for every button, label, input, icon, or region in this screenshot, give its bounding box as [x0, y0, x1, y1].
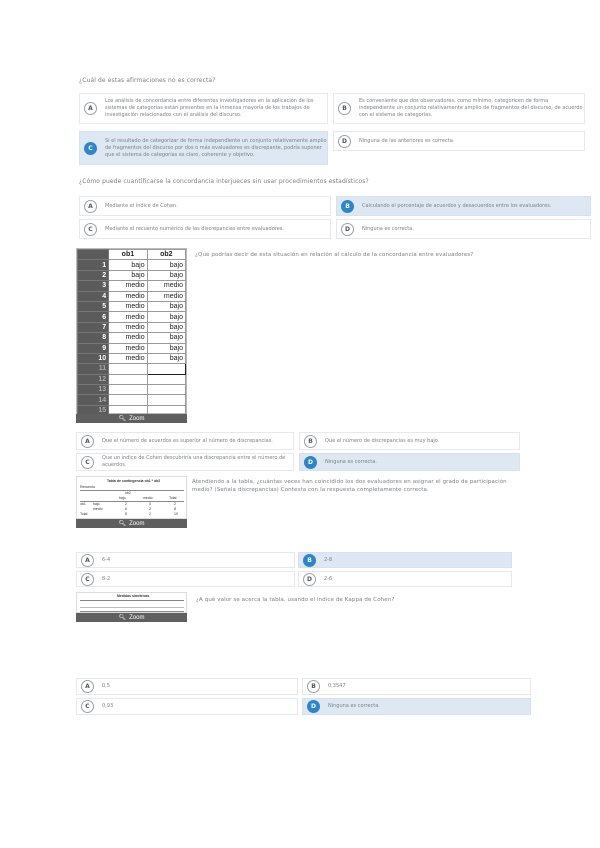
q5-zoom-label: Zoom — [129, 614, 145, 621]
q2-option-a-text: Mediante el índice de Cohen. — [105, 202, 178, 209]
cell: 2 — [125, 502, 127, 506]
table-row — [78, 353, 186, 363]
table-rule — [80, 600, 184, 601]
row-number: 3 — [78, 281, 109, 291]
q5-option-b[interactable] — [302, 678, 531, 695]
row-label: ob1 — [80, 502, 86, 506]
cell-ob1: medio — [109, 333, 147, 343]
cell-ob1: medio — [109, 312, 147, 322]
q4-option-b[interactable] — [298, 552, 512, 568]
q2-option-a[interactable] — [79, 196, 331, 216]
q3-option-a-badge: A — [81, 435, 94, 448]
cell-ob1: medio — [109, 353, 147, 363]
row-number: 12 — [78, 374, 109, 384]
q5-option-c-badge: C — [81, 700, 94, 713]
q5-option-d-badge: D — [307, 700, 320, 713]
table-rule — [80, 611, 184, 612]
q3-zoom-button[interactable] — [76, 414, 187, 423]
q3-option-a[interactable] — [76, 432, 294, 450]
q5-zoom-button[interactable] — [76, 613, 187, 622]
q4-question: Atendiendo a la tabla, ¿cuántas veces han coincidido los dos evaluadores en asignar el grado de participación medio? (Señala discrepancias) Contesta con la respuesta completamente correcta. — [192, 479, 507, 493]
zoom-icon: 🔍︎ — [118, 416, 127, 422]
table-row — [78, 260, 186, 270]
cell-ob1: medio — [109, 343, 147, 353]
table-row — [78, 374, 186, 384]
cell-ob1: medio — [109, 322, 147, 332]
q4-option-c-badge: C — [81, 573, 94, 586]
spreadsheet — [76, 248, 187, 414]
table-row — [78, 312, 186, 322]
contingency-sub: Recuento — [80, 485, 95, 489]
q1-option-b-text: Es conveniente que dos observadores, como mínimo, categoricen de forma independiente un conjunto relativamente amplio de fragmentos del discurso, de acuerdo con el sistema de categorías. — [359, 98, 583, 118]
table-row — [78, 322, 186, 332]
q5-option-a-badge: A — [81, 680, 94, 693]
cell: 2 — [149, 507, 151, 511]
cell: 8 — [174, 507, 176, 511]
q1-option-a-text: Los análisis de concordancia entre diferentes investigadores en la aplicación de los sistemas de categorías están presentes en la inmensa mayoría de los trabajos de investigación relacionados con el análisis del discurso. — [105, 98, 314, 118]
q3-option-c-badge: C — [81, 456, 94, 469]
q3-option-d[interactable] — [299, 453, 520, 471]
q3-option-c-text: Que un índice de Cohen descubriría una discrepancia entre el número de acuerdos. — [102, 455, 286, 468]
q5-option-a[interactable] — [76, 678, 298, 695]
q4-zoom-button[interactable] — [76, 519, 187, 528]
q2-question: ¿Cómo puede cuantificarse la concordancia interjueces sin usar procedimientos estadísticos? — [79, 178, 369, 185]
symmetric-measures-table — [76, 592, 187, 613]
row-number: 7 — [78, 322, 109, 332]
q2-option-b-text: Calculando el porcentaje de acuerdos y desacuerdos entre los evaluadores. — [362, 202, 552, 209]
q5-question: ¿A qué valor se acerca la tabla, usando el índice de Kappa de Cohen? — [196, 597, 395, 603]
corner-cell — [78, 250, 109, 260]
q1-option-a[interactable] — [79, 93, 328, 124]
cell-ob1 — [109, 374, 147, 384]
row-number: 13 — [78, 385, 109, 395]
q5-option-b-badge: B — [307, 680, 320, 693]
cell-ob2: bajo — [147, 343, 185, 353]
symmetric-measures-title: Medidas simétricas — [117, 594, 150, 598]
q5-option-d[interactable] — [302, 698, 531, 715]
contingency-title: Tabla de contingencia ob1 * ob2 — [107, 479, 161, 483]
q2-option-d-text: Ninguna es correcta. — [362, 225, 414, 232]
cell-ob2: medio — [147, 281, 185, 291]
table-row — [78, 343, 186, 353]
cell: 2 — [174, 502, 176, 506]
cell-ob1 — [109, 385, 147, 395]
q4-option-a[interactable] — [76, 552, 295, 568]
cell-ob2 — [147, 385, 185, 395]
q1-option-d-text: Ninguna de las anteriores es correcta. — [359, 137, 455, 144]
q4-option-b-badge: B — [303, 554, 316, 567]
q1-option-c-badge: C — [84, 142, 97, 155]
q3-zoom-label: Zoom — [129, 415, 145, 422]
q2-option-b[interactable] — [336, 196, 591, 216]
cell-ob2: bajo — [147, 270, 185, 280]
cell-ob2: bajo — [147, 260, 185, 270]
table-row — [78, 385, 186, 395]
q4-option-a-text: 6-4 — [102, 556, 111, 563]
q1-option-b[interactable] — [333, 93, 585, 124]
q2-option-d-badge: D — [341, 223, 354, 236]
row-sub: medio — [93, 507, 103, 511]
q4-option-c[interactable] — [76, 571, 295, 587]
cell-ob2 — [147, 374, 185, 384]
q4-zoom-label: Zoom — [129, 520, 145, 527]
table-row — [78, 395, 186, 405]
table-rule — [80, 607, 184, 608]
cell: 0 — [149, 502, 151, 506]
header-ob1: ob1 — [109, 250, 147, 260]
row-number: 4 — [78, 291, 109, 301]
cell: 2 — [149, 512, 151, 516]
row-number: 11 — [78, 364, 109, 374]
cell-ob1: bajo — [109, 260, 147, 270]
q3-option-b-text: Que el número de discrepancias es muy bajo. — [325, 437, 440, 444]
cell-ob1: bajo — [109, 270, 147, 280]
q3-option-b[interactable] — [299, 432, 520, 450]
q4-option-d[interactable] — [298, 571, 512, 587]
col-header-medio: medio — [143, 496, 153, 500]
q4-option-c-text: 8-2 — [102, 575, 111, 582]
cell-ob1: medio — [109, 291, 147, 301]
q2-option-c[interactable] — [79, 219, 331, 239]
q5-option-c-text: 0,93 — [102, 703, 114, 709]
row-number: 10 — [78, 353, 109, 363]
row-number: 2 — [78, 270, 109, 280]
row-number: 5 — [78, 301, 109, 311]
table-row — [78, 333, 186, 343]
q3-option-c[interactable] — [76, 453, 294, 471]
q2-option-a-badge: A — [84, 200, 97, 213]
q4-option-d-badge: D — [303, 573, 316, 586]
q1-option-c-text: Si el resultado de categorizar de forma independiente un conjunto relativamente amplio de fragmentos del discurso por dos o más evaluadores es discrepante, podría suponer que el sistema de categorías es claro, coherente y objetivo. — [105, 137, 327, 158]
q3-option-d-badge: D — [304, 456, 317, 469]
q1-option-d-badge: D — [338, 135, 351, 148]
cell: 10 — [174, 512, 178, 516]
q4-option-d-text: 2-6 — [324, 575, 333, 582]
q1-question: ¿Cuál de estas afirmaciones no es correcta? — [79, 77, 216, 84]
q1-option-c[interactable] — [79, 131, 328, 165]
q4-option-b-text: 2-8 — [324, 556, 333, 563]
cell-ob1: medio — [109, 281, 147, 291]
q4-option-a-badge: A — [81, 554, 94, 567]
zoom-icon: 🔍︎ — [118, 615, 127, 621]
row-label: Total — [80, 512, 88, 516]
table-rule — [80, 490, 184, 491]
cell-ob2-active[interactable] — [147, 364, 185, 374]
q2-option-b-badge: B — [341, 200, 354, 213]
table-row — [78, 281, 186, 291]
q1-option-b-badge: B — [338, 102, 351, 115]
q5-option-d-text: Ninguna es correcta. — [328, 703, 380, 709]
cell-ob2: medio — [147, 291, 185, 301]
row-sub: bajo — [93, 502, 100, 506]
cell: 6 — [125, 507, 127, 511]
col-header-total: Total — [169, 496, 177, 500]
table-row — [78, 364, 186, 374]
row-number: 6 — [78, 312, 109, 322]
q5-option-a-text: 0,5 — [102, 683, 110, 689]
cell-ob1 — [109, 395, 147, 405]
cell-ob2: bajo — [147, 333, 185, 343]
row-number: 15 — [78, 405, 109, 415]
q2-option-c-badge: C — [84, 223, 97, 236]
header-ob2: ob2 — [147, 250, 185, 260]
col-header-ob2: ob2 — [125, 491, 131, 495]
cell-ob1: medio — [109, 301, 147, 311]
cell-ob2: bajo — [147, 301, 185, 311]
q1-option-d[interactable] — [333, 131, 585, 151]
table-row — [78, 301, 186, 311]
row-number: 9 — [78, 343, 109, 353]
cell-ob2: bajo — [147, 353, 185, 363]
q5-option-c[interactable] — [76, 698, 298, 715]
spreadsheet-table — [77, 249, 186, 416]
q3-option-a-text: Que el número de acuerdos es superior al número de discrepancias. — [102, 437, 273, 444]
q1-option-a-badge: A — [84, 102, 97, 115]
table-row — [78, 270, 186, 280]
zoom-icon: 🔍︎ — [118, 521, 127, 527]
q2-option-d[interactable] — [336, 219, 591, 239]
cell: 8 — [125, 512, 127, 516]
table-row — [78, 291, 186, 301]
row-number: 1 — [78, 260, 109, 270]
cell-ob2: bajo — [147, 322, 185, 332]
q3-question: ¿Qué podrías decir de esta situación en relación al cálculo de la concordancia entre evaluadores? — [195, 252, 474, 258]
q3-option-d-text: Ninguna es correcta. — [325, 458, 377, 465]
row-number: 14 — [78, 395, 109, 405]
cell-ob1 — [109, 364, 147, 374]
contingency-table — [76, 476, 187, 519]
col-header-bajo: bajo — [119, 496, 126, 500]
cell-ob2: bajo — [147, 312, 185, 322]
cell-ob2 — [147, 395, 185, 405]
q2-option-c-text: Mediante el recuento numérico de las discrepancias entre evaluadores. — [105, 225, 285, 232]
row-number: 8 — [78, 333, 109, 343]
q5-option-b-text: 0,3547 — [328, 683, 346, 689]
q3-option-b-badge: B — [304, 435, 317, 448]
